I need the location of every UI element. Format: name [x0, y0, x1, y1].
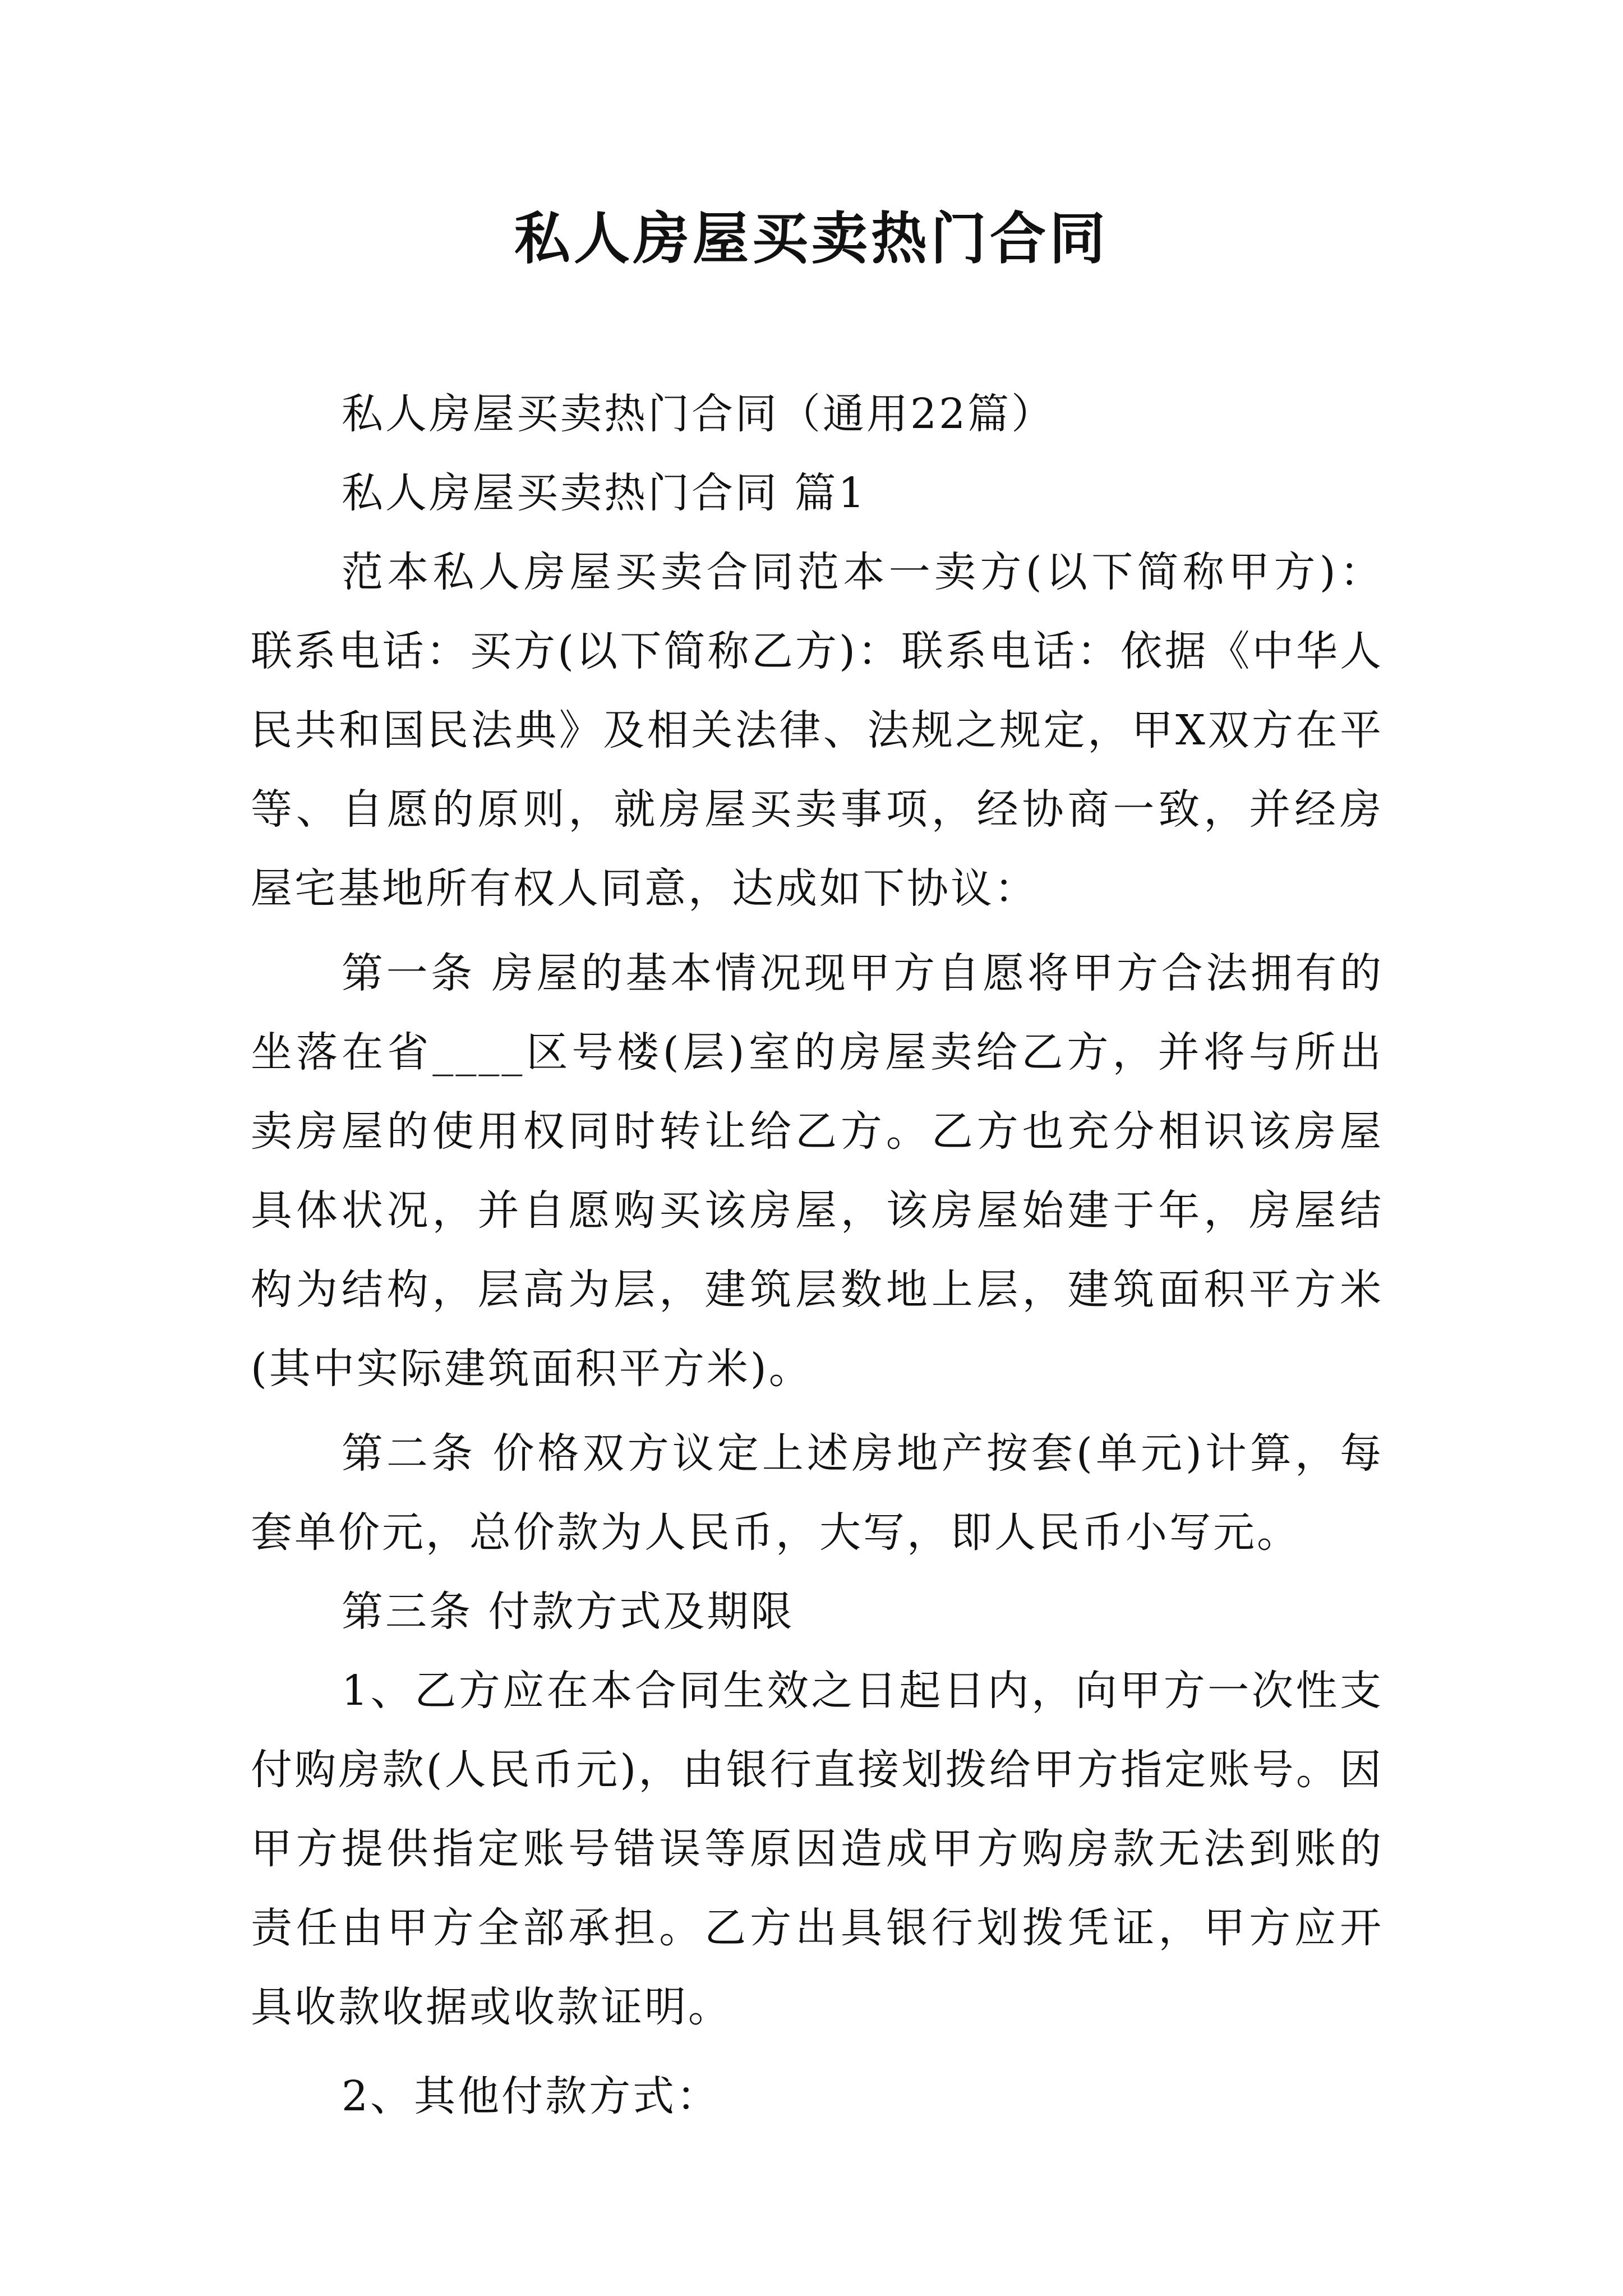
paragraph-payment-item-1: 1、乙方应在本合同生效之日起日内，向甲方一次性支付购房款(人民币元)，由银行直接划拨给甲方指定账号。因甲方提供指定账号错误等原因造成甲方购房款无法到账的责任由甲方全部承担。乙方出具银行划拨凭证，甲方应开具收款收据或收款证明。	[251, 1667, 1384, 2031]
paragraph-preamble: 范本私人房屋买卖合同范本一卖方(以下简称甲方)：联系电话：买方(以下简称乙方)：联系电话：依据《中华人民共和国民法典》及相关法律、法规之规定，甲X双方在平等、自愿的原则，就房屋买卖事项，经协商一致，并经房屋宅基地所有权人同意，达成如下协议：	[251, 548, 1384, 913]
document-body	[251, 375, 1384, 2136]
paragraph-article-3-heading: 第三条 付款方式及期限	[342, 1588, 795, 1636]
paragraph-subtitle: 私人房屋买卖热门合同（通用22篇）	[342, 390, 1055, 438]
document-title: 私人房屋买卖热门合同	[514, 205, 1109, 272]
paragraph-payment-item-2: 2、其他付款方式：	[342, 2072, 721, 2120]
paragraph-article-2: 第二条 价格双方议定上述房地产按套(单元)计算，每套单价元，总价款为人民币，大写，即人民币小写元。	[251, 1429, 1384, 1557]
paragraph-article-1: 第一条 房屋的基本情况现甲方自愿将甲方合法拥有的坐落在省____区号楼(层)室的房屋卖给乙方，并将与所出卖房屋的使用权同时转让给乙方。乙方也充分相识该房屋具体状况，并自愿购买该房屋，该房屋始建于年，房屋结构为结构，层高为层，建筑层数地上层，建筑面积平方米(其中实际建筑面积平方米)。	[251, 949, 1384, 1393]
paragraph-section-heading: 私人房屋买卖热门合同 篇1	[342, 469, 867, 517]
